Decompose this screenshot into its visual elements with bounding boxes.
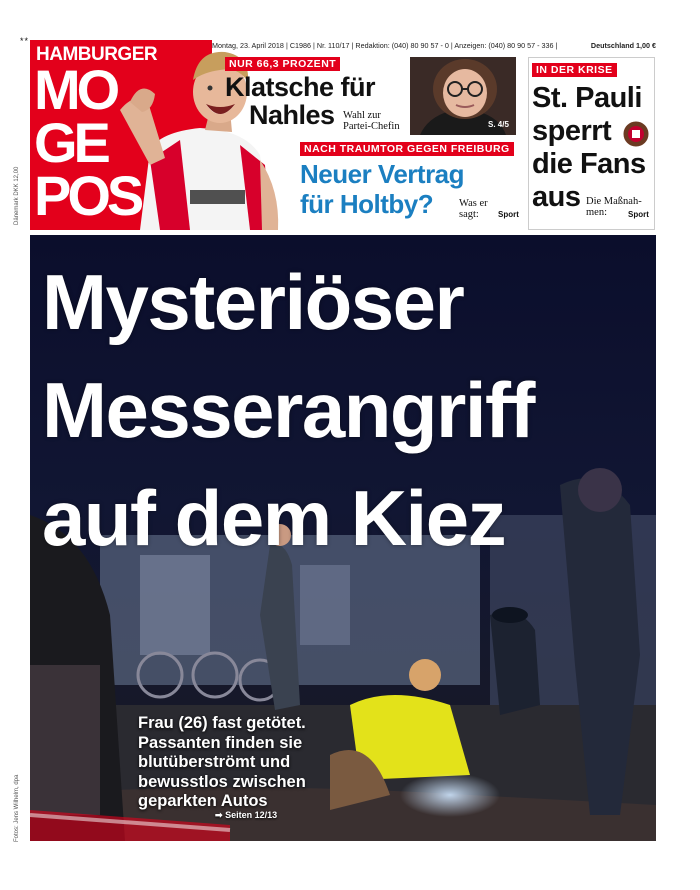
main-story-caption — [138, 714, 338, 812]
info-separator: | — [313, 41, 315, 50]
side-note-price: Dänemark DKK 12,00 — [14, 166, 20, 225]
st-pauli-crest-icon — [622, 120, 650, 148]
main-headline[interactable] — [42, 248, 652, 572]
info-separator: | — [450, 41, 453, 50]
teaser-nahles-subline — [343, 110, 400, 132]
teaser-stpauli-line-2: sperrt — [532, 115, 612, 147]
main-headline-line-3: auf dem Kiez — [42, 474, 506, 562]
editorial-phone: Redaktion: (040) 80 90 57 - 0 — [355, 41, 449, 50]
logo-line-1: MO — [34, 58, 117, 121]
logo-line-2: GE — [34, 111, 107, 174]
edition-stars: ** — [20, 36, 30, 46]
arrow-right-icon: ➡ — [215, 810, 223, 820]
teaser-holtby-headline-line1[interactable]: Neuer Vertrag — [300, 159, 465, 189]
teaser-nahles-headline-line1[interactable]: Klatsche für — [225, 72, 376, 102]
info-separator: | — [351, 41, 354, 50]
masthead-info-line — [212, 41, 656, 50]
caption-line-5: geparkten Autos — [138, 792, 268, 810]
main-story-pages: Seiten 12/13 — [225, 810, 278, 820]
teaser-holtby-subline — [459, 198, 488, 220]
info-separator: | — [285, 41, 288, 50]
teaser-nahles-sub-1: Wahl zur — [343, 110, 381, 121]
logo-hamburger-text: HAMBURGER — [36, 44, 158, 65]
teaser-nahles-page-ref: S. 4/5 — [488, 120, 509, 129]
caption-line-4: bewusstlos zwischen — [138, 772, 306, 791]
caption-line-2: Passanten finden sie — [138, 733, 303, 752]
teaser-nahles-sub-2: Partei-Chefin — [343, 121, 400, 132]
teaser-holtby-headline-line2[interactable]: für Holtby? — [300, 189, 434, 219]
caption-line-3: blutüberströmt und — [138, 753, 291, 771]
main-story-page-ref[interactable] — [215, 810, 277, 821]
teaser-stpauli-line-1: St. Pauli — [532, 82, 642, 114]
issue-price: Deutschland 1,00 € — [590, 41, 656, 50]
main-headline-line-2: Messerangriff — [42, 366, 534, 454]
issue-date: Montag, 23. April 2018 — [212, 41, 284, 50]
info-separator: | — [555, 41, 558, 50]
teaser-nahles-headline-line2[interactable]: Nahles — [249, 100, 335, 130]
teaser-stpauli-line-4: aus — [532, 181, 581, 213]
teaser-holtby-sub-2: sagt: — [459, 209, 479, 220]
edition-code: C1986 — [289, 41, 311, 50]
main-headline-line-1: Mysteriöser — [42, 258, 464, 346]
ads-phone: Anzeigen: (040) 80 90 57 - 336 — [454, 41, 554, 50]
teaser-holtby-section: Sport — [498, 210, 519, 219]
caption-line-1: Frau (26) fast getötet. — [138, 714, 306, 732]
issue-number: Nr. 110/17 — [316, 41, 350, 50]
teaser-stpauli-sub-2: men: — [586, 207, 607, 218]
side-note-photo-credits: Fotos: Jens Wilhelm, dpa — [14, 774, 20, 842]
teaser-stpauli-section: Sport — [628, 210, 649, 219]
teaser-stpauli-line-3: die Fans — [532, 148, 646, 180]
teaser-nahles-tag: NUR 66,3 PROZENT — [225, 57, 340, 71]
teaser-holtby-tag: NACH TRAUMTOR GEGEN FREIBURG — [300, 142, 514, 156]
teaser-stpauli-sub-1: Die Maßnah- — [586, 196, 642, 207]
teaser-stpauli-tag: IN DER KRISE — [532, 63, 617, 77]
logo-line-3: POS — [34, 164, 141, 227]
teaser-holtby-sub-1: Was er — [459, 198, 488, 209]
